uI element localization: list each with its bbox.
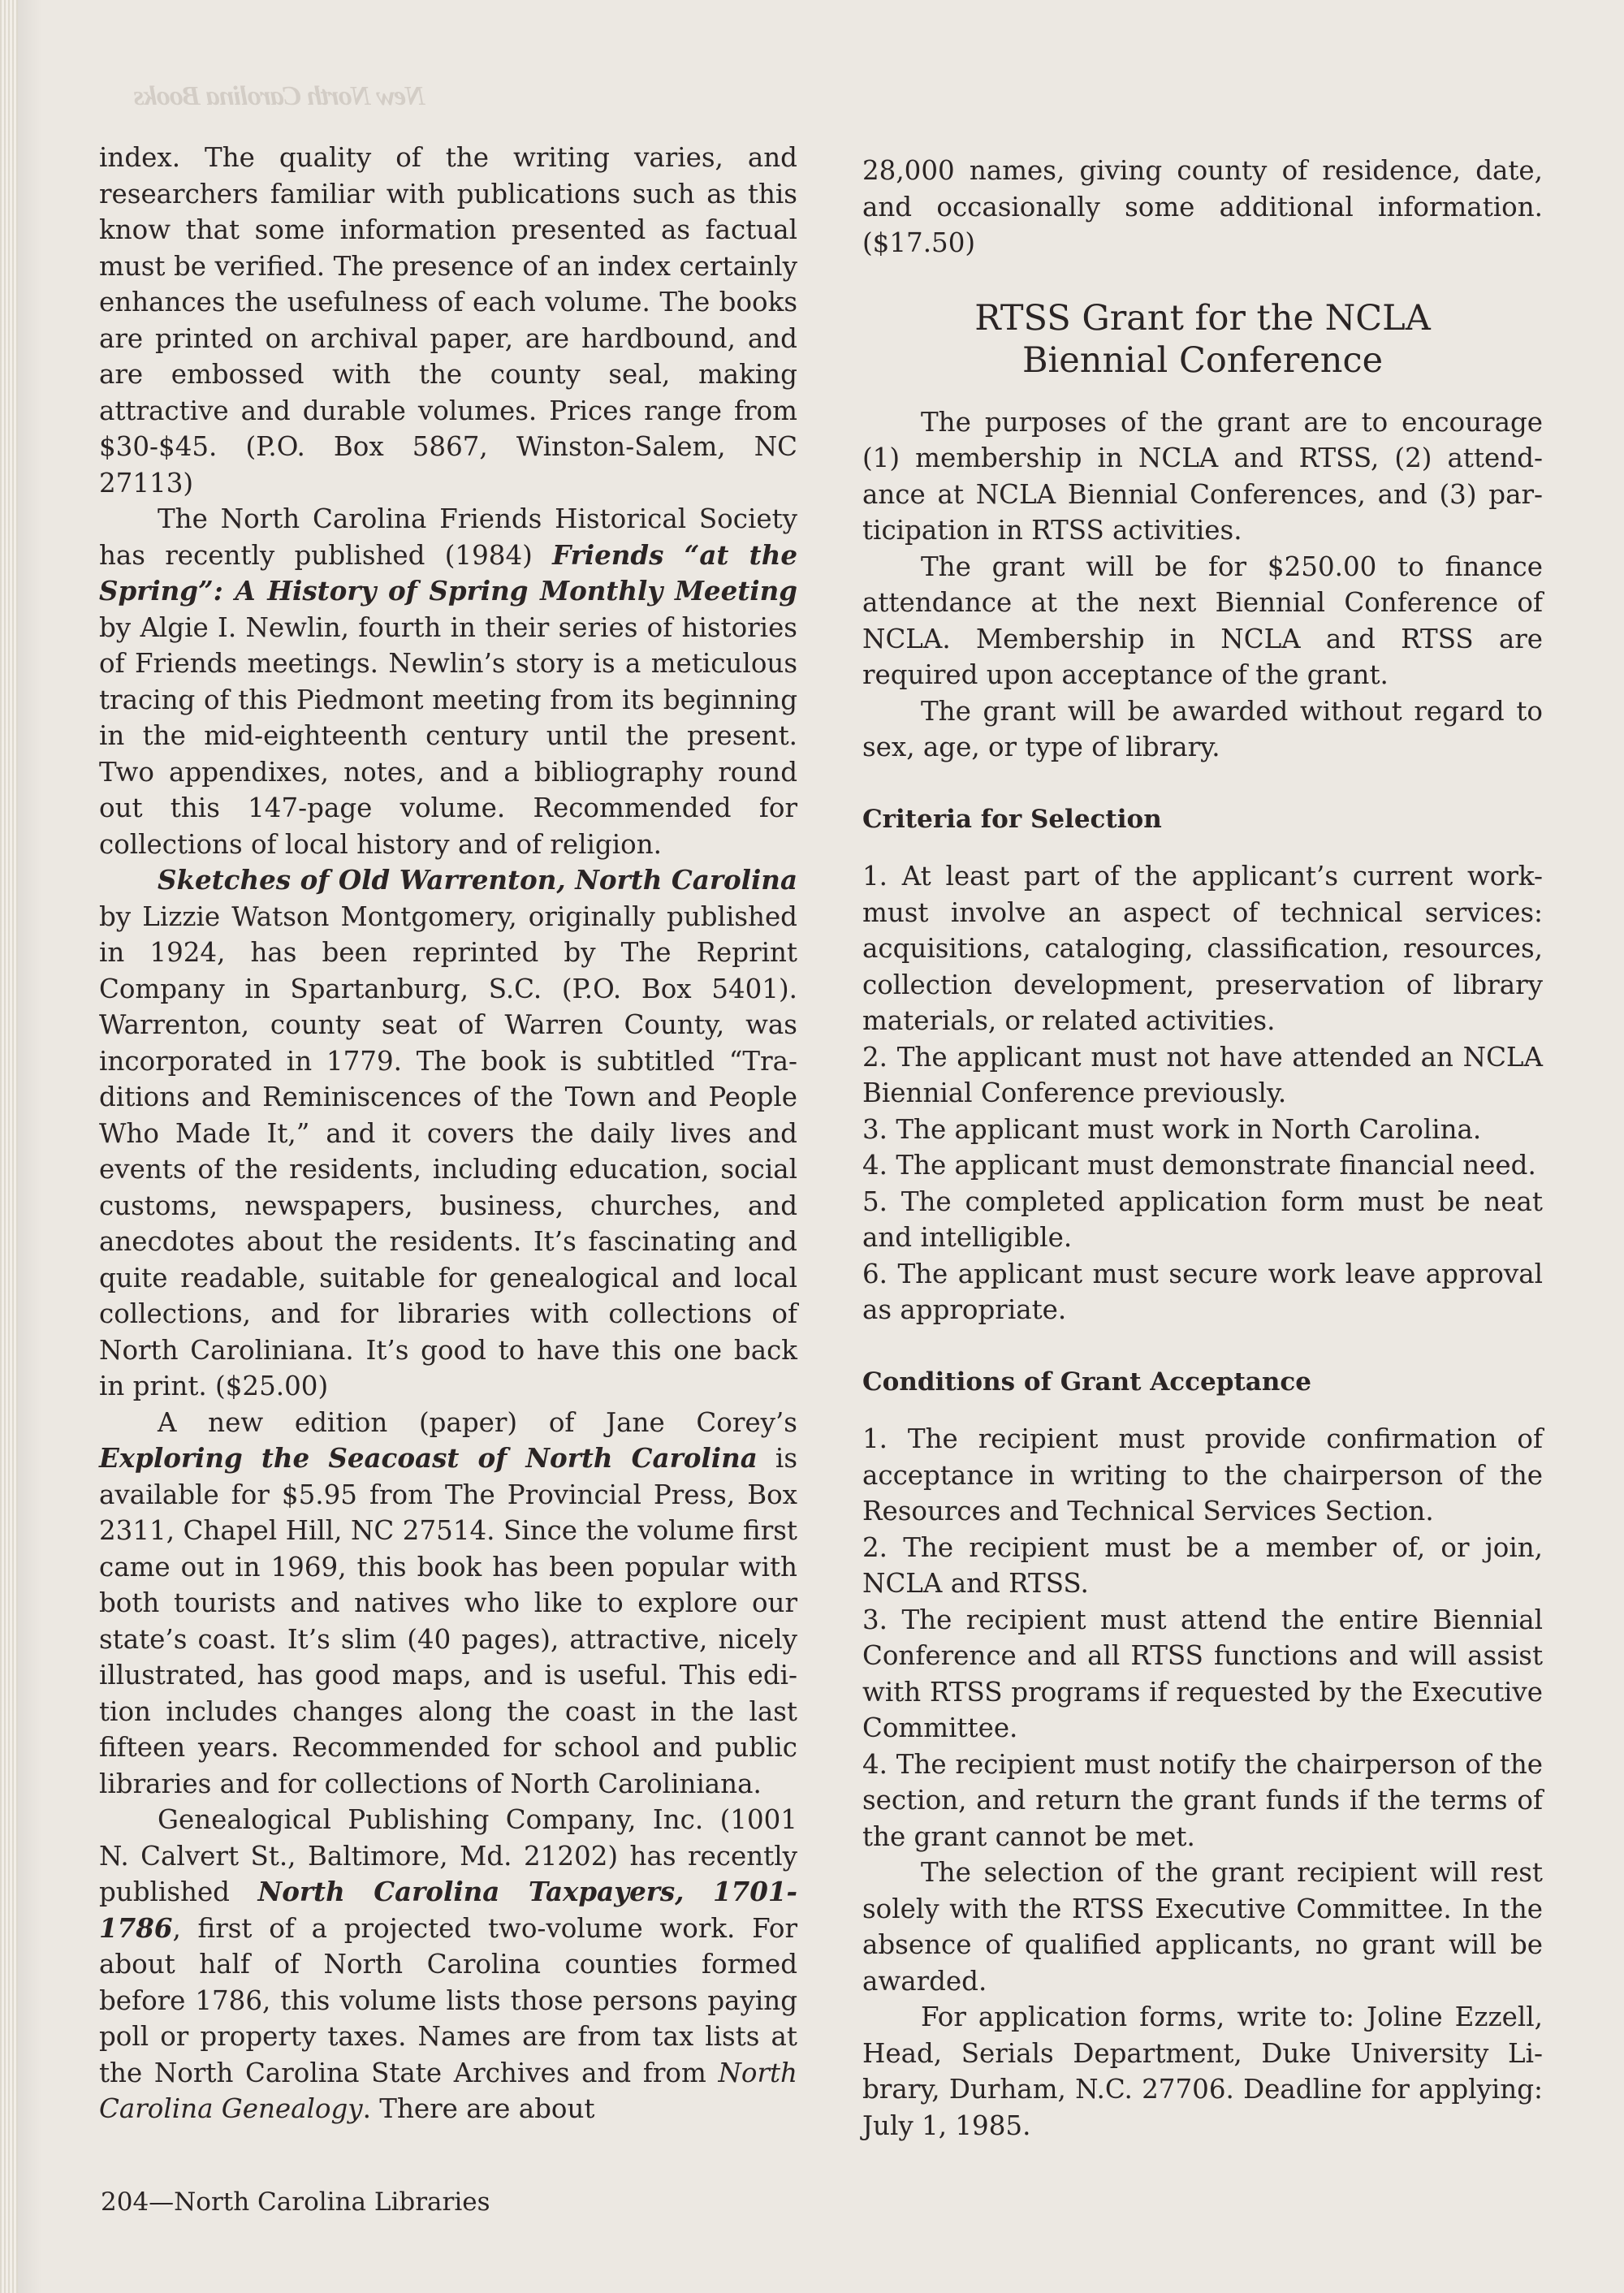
section-title-line-1: RTSS Grant for the NCLA [974,297,1431,339]
paragraph-selection-committee: The selection of the grant recipient will rest solely with the RTSS Executive Committee. In the absence of qualified applicants, no grant will be awarded. [862,1857,1543,1997]
paragraph-grant-purposes: The purposes of the grant are to encourage (1) membership in NCLA and RTSS, (2) attendance at NCLA Biennial Conferences, and (3) participation in RTSS activities. [862,406,1543,546]
paragraph-friends-at-the-spring [99,501,797,862]
paragraph-text: The North Carolina Friends Historical Society has recently published (1984) [99,503,797,571]
section-title-rtss-grant [862,297,1543,382]
paragraph-text: A new edition (paper) of Jane Corey’s [158,1406,797,1438]
condition-item: 4. The recipient must notify the chairperson of the section, and return the grant funds if the terms of the grant cannot be met. [862,1748,1543,1852]
section-title-line-2: Biennial Conference [1021,339,1384,381]
paragraph-application-contact: For application forms, write to: Joline Ezzell, Head, Serials Department, Duke University Library, Durham, N.C. 27706. Deadline for applying: July 1, 1985. [862,2002,1543,2141]
paragraph-nc-taxpayers [99,1802,797,2127]
criteria-item: 5. The completed application form must be neat and intelligible. [862,1185,1543,1253]
book-title-sketches-old-warrenton: Sketches of Old Warrenton, North Carolina [158,864,797,896]
condition-item: 1. The recipient must provide confirmation of acceptance in writing to the chairperson of the Resources and Technical Services Section. [862,1423,1543,1527]
heading-criteria-for-selection: Criteria for Selection [862,804,1162,834]
conditions-list [862,1421,1543,1855]
criteria-item: 6. The applicant must secure work leave approval as appropriate. [862,1258,1543,1325]
paragraph-grant-amount: The grant will be for $250.00 to finance attendance at the next Biennial Conference of NCLA. Membership in NCLA and RTSS are required upon acceptance of the grant. [862,551,1543,690]
condition-item: 2. The recipient must be a member of, or join, NCLA and RTSS. [862,1531,1543,1599]
left-column [99,140,797,2127]
page-binding-edge [0,0,18,2293]
paragraph-text: is available for $5.95 from The Provincial Press, Box 2311, Chapel Hill, NC 27514. Since the volume first came out in 1969, this book has been popular with both tourists and natives who like to explore our state’s coast. It’s slim (40 pages), attractive, nicely illustrated, has good maps, and is useful. This edition includes changes along the coast in the last fifteen years. Recommended for school and public libraries and for collections of North Caroliniana. [99,1443,798,1799]
book-title-friends-at-the-spring: Friends “at the Spring”: A History of Spring Monthly Meeting [99,538,797,607]
paragraph-text: . There are about [362,2093,595,2124]
page-gutter-shadow [18,0,42,2293]
criteria-list [862,858,1543,1328]
paragraph-exploring-seacoast [99,1405,797,1803]
paragraph-grant-regard: The grant will be awarded without regard to sex, age, or type of library. [862,695,1543,762]
page-footer-folio: 204—North Carolina Libraries [101,2187,490,2217]
paragraph-text: , first of a projected two-volume work. For about half of North Carolina counties formed before 1786, this volume lists those persons paying poll or property taxes. Names are from tax lists at the North Carolina State Archives and from [99,1912,797,2088]
criteria-item: 4. The applicant must demonstrate financial need. [862,1150,1536,1181]
paragraph-text: Genealogical Publishing Company, Inc. (1001 N. Calvert St., Baltimore, Md. 21202) has recently published [99,1804,797,1907]
paragraph-continuation: 28,000 names, giving county of residence, date, and occasionally some additional information. ($17.50) [862,155,1543,258]
book-title-nc-genealogy: North Carolina Genealogy [99,2057,797,2124]
criteria-item: 2. The applicant must not have attended an NCLA Biennial Conference previously. [862,1041,1543,1108]
heading-conditions-of-acceptance: Conditions of Grant Acceptance [862,1367,1311,1397]
paragraph-sketches-old-warrenton [99,862,797,1405]
condition-item: 3. The recipient must attend the entire Biennial Conference and all RTSS functions and will assist with RTSS programs if requested by the Executive Committee. [862,1604,1543,1743]
book-title-nc-taxpayers: North Carolina Taxpayers, 1701-1786 [99,1876,797,1944]
paragraph-county-histories: index. The quality of the writing varies, and researchers familiar with publications such as this know that some information presented as factual must be verified. The presence of an index certainly enhances the usefulness of each volume. The books are printed on archival paper, are hardbound, and are embossed with the county seal, making attractive and durable volumes. Prices range from $30-$45. (P.O. Box 5867, Winston-Salem, NC 27113) [99,142,797,499]
paragraph-text: by Algie I. Newlin, fourth in their series of histories of Friends meetings. Newlin’s story is a meticulous tracing of this Piedmont meeting from its beginning in the mid-eighteenth century until the present. Two appendixes, notes, and a bibliography round out this 147-page volume. Recommended for collections of local history and of religion. [99,611,797,860]
criteria-item: 3. The applicant must work in North Carolina. [862,1113,1482,1145]
book-title-exploring-seacoast: Exploring the Seacoast of North Carolina [99,1442,758,1474]
paragraph-text: by Lizzie Watson Montgomery, originally published in 1924, has been reprinted by The Reprint Company in Spartanburg, S.C. (P.O. Box 5401). Warrenton, county seat of Warren County, was incorporated in 1779. The book is subtitled “Traditions and Reminiscences of the Town and People Who Made It,” and it covers the daily lives and events of the residents, including education, social customs, newspapers, business, churches, and anecdotes about the residents. It’s fascinating and quite readable, suitable for genealogical and local collections, and for libraries with collections of North Caroliniana. It’s good to have this one back in print. ($25.00) [99,900,797,1401]
criteria-item: 1. At least part of the applicant’s current work- must involve an aspect of technical services: acquisitions, cataloging, classification, resources, collection development, preservation of library materials, or related activities. [862,861,1543,1036]
right-column [862,153,1543,2144]
bleed-through-header: New North Carolina Books [134,81,425,111]
